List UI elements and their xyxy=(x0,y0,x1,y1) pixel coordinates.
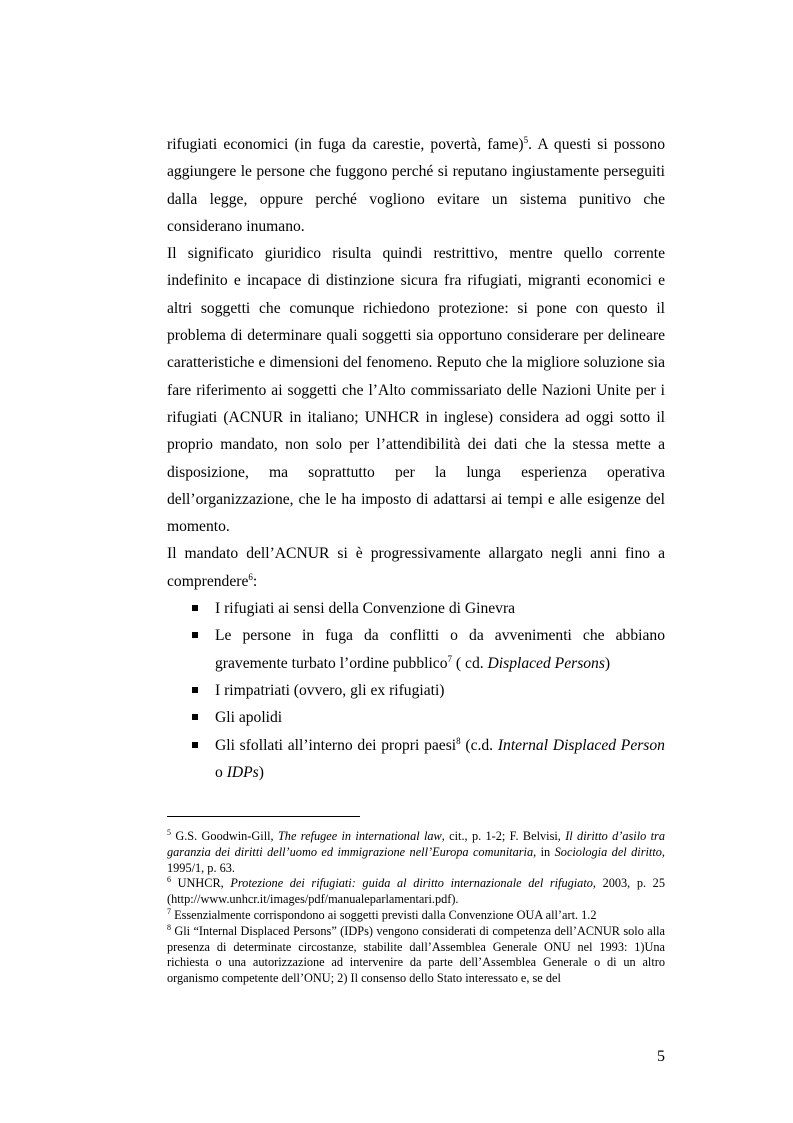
square-bullet-icon xyxy=(192,687,198,693)
footnote-separator xyxy=(167,816,360,817)
page-number: 5 xyxy=(657,1048,665,1065)
footnote-ref-5[interactable]: 5 xyxy=(523,134,529,145)
square-bullet-icon xyxy=(192,714,198,720)
list-item: Gli apolidi xyxy=(167,704,665,731)
list-item: Le persone in fuga da conflitti o da avvenimenti che abbiano gravemente turbato l’ordine pubblico$^7$ ( cd. Displaced Persons) xyxy=(167,622,665,677)
paragraph-1: rifugiati economici (in fuga da carestie, povertà, fame)$^5$. A questi si possono aggiungere le persone che fuggono perché si reputano ingiustamente perseguiti dalla legge, oppure perché vogliono evitare un sistema punitivo che considerano inumano. xyxy=(167,134,665,235)
footnote-8: $^8$ Gli “Internal Displaced Persons” (IDPs) vengono considerati di competenza dell’ACNUR solo alla presenza di determinate circostanze, stabilite dall’Assemblea Generale ONU nel 1993: 1)Una richiesta o una autorizzazione ad intervenire da parte dell’Assemblea Generale o di un altro organismo competente dell’ONU; 2) Il consenso dello Stato interessato e, se del xyxy=(167,922,665,986)
footnote-ref-7[interactable]: 7 xyxy=(447,653,453,664)
square-bullet-icon xyxy=(192,632,198,638)
square-bullet-icon xyxy=(192,605,198,611)
paragraph-2: Il significato giuridico risulta quindi restrittivo, mentre quello corrente indefinito e incapace di distinzione sicura fra rifugiati, migranti economici e altri soggetti che comunque richiedono protezione: si pone con questo il problema di determinare quali soggetti sia opportuno considerare per delineare caratteristiche e dimensioni del fenomeno. Reputo che la migliore soluzione sia fare riferimento ai soggetti che l’Alto commissariato delle Nazioni Unite per i rifugiati (ACNUR in italiano; UNHCR in inglese) considera ad oggi sotto il proprio mandato, non solo per l’attendibilità dei dati che la stessa mette a disposizione, ma soprattutto per la lunga esperienza operativa dell’organizzazione, che le ha imposto di adattarsi ai tempi e alle esigenze del momento. xyxy=(167,245,665,536)
list-item: I rimpatriati (ovvero, gli ex rifugiati) xyxy=(167,677,665,704)
list-item: I rifugiati ai sensi della Convenzione di Ginevra xyxy=(167,595,665,622)
paragraph-3: Il mandato dell’ACNUR si è progressivamente allargato negli anni fino a comprendere$^6$: xyxy=(167,545,665,590)
list-item: Gli sfollati all’interno dei propri paesi$^8$ (c.d. Internal Displaced Person o IDPs) xyxy=(167,732,665,787)
footnote-7: $^7$ Essenzialmente corrispondono ai soggetti previsti dalla Convenzione OUA all’art. 1.2 xyxy=(167,906,597,922)
footnote-6: $^6$ UNHCR, Protezione dei rifugiati: guida al diritto internazionale del rifugiato, 2003, p. 25 (http://www.unhcr.it/images/pdf/manualeparlamentari.pdf). xyxy=(167,875,665,907)
square-bullet-icon xyxy=(192,742,198,748)
main-text xyxy=(167,131,665,786)
footnote-ref-8[interactable]: 8 xyxy=(456,735,461,746)
mandate-list xyxy=(167,595,665,786)
footnote-5: $^5$ G.S. Goodwin-Gill, The refugee in international law, cit., p. 1-2; F. Belvisi, Il diritto d’asilo tra garanzia dei diritti dell’uomo ed immigrazione nell’Europa comunitaria, in Sociologia del diritto, 1995/1, p. 63. xyxy=(167,827,665,875)
footnote-ref-6[interactable]: 6 xyxy=(248,571,253,582)
footnotes xyxy=(167,829,665,987)
